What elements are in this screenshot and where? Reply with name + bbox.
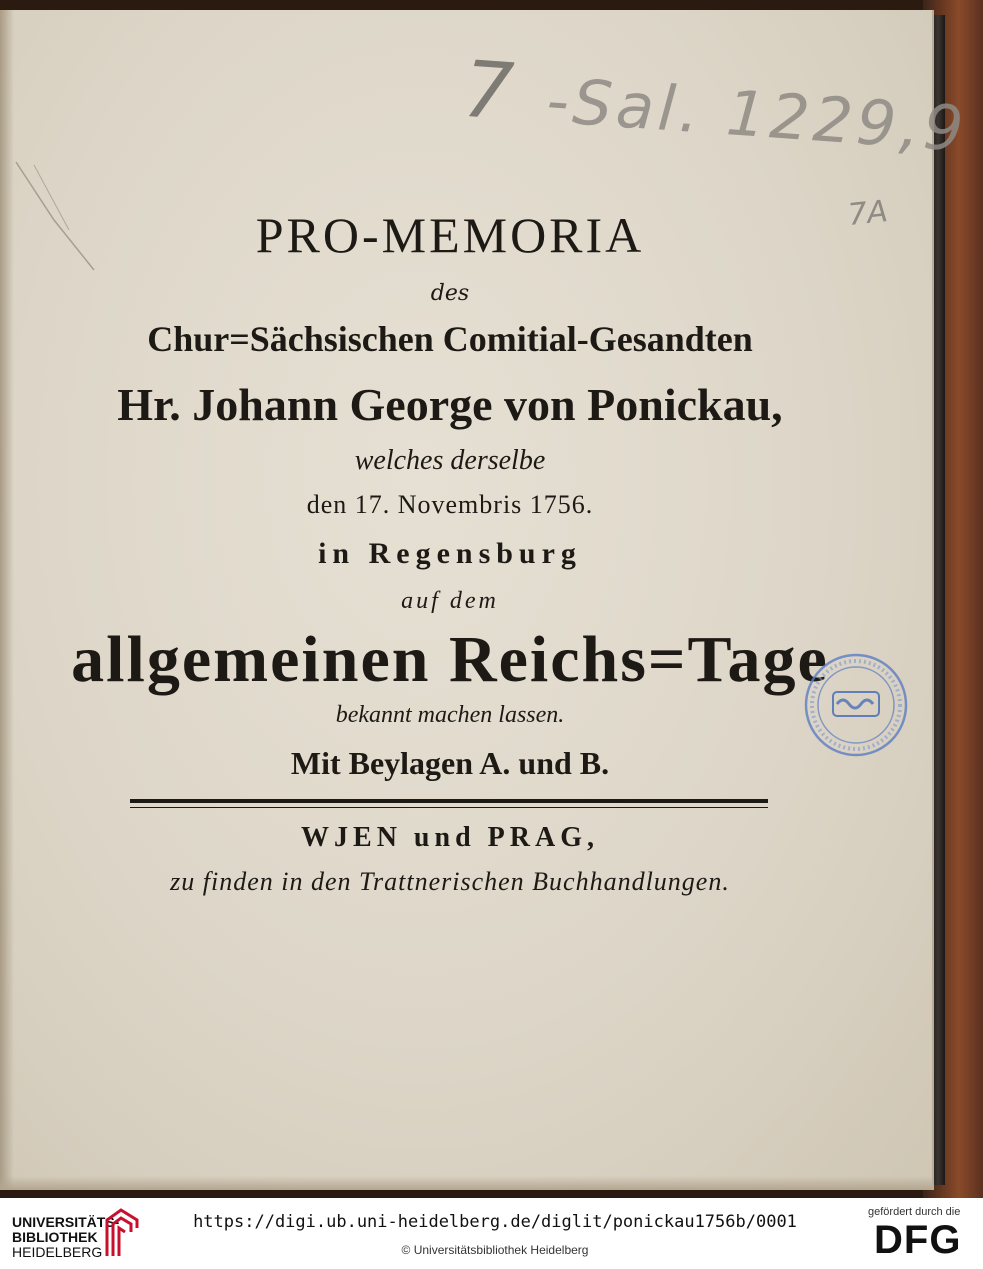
title-line-bekannt: bekannt machen lassen. bbox=[335, 702, 565, 728]
funded-by-label: gefördert durch die bbox=[868, 1206, 961, 1218]
viewer-footer bbox=[0, 1198, 983, 1269]
title-line-date: den 17. Novembris 1756. bbox=[306, 490, 594, 519]
shelf-mark-text: -Sal. 1229,9 bbox=[544, 63, 970, 166]
pencil-shelf-mark bbox=[458, 44, 970, 195]
library-name-line3: HEIDELBERG bbox=[12, 1244, 103, 1260]
permalink-url[interactable]: https://digi.ub.uni-heidelberg.de/diglit/ponickau1756b/0001 bbox=[193, 1212, 797, 1232]
title-line-beylagen: Mit Beylagen A. und B. bbox=[290, 745, 610, 781]
imprint-rule-thin bbox=[130, 807, 768, 808]
library-logo-icon[interactable] bbox=[103, 1206, 141, 1262]
copyright-notice: © Universitätsbibliothek Heidelberg bbox=[401, 1243, 589, 1257]
title-line-place: in Regensburg bbox=[318, 537, 582, 570]
title-line-welches: welches derselbe bbox=[354, 445, 546, 476]
page-title: PRO-MEMORIA bbox=[255, 207, 645, 263]
library-name-line2: BIBLIOTHEK bbox=[12, 1229, 98, 1245]
imprint-rule-thick bbox=[130, 799, 768, 803]
title-page bbox=[0, 10, 970, 1190]
pencil-corner-note: 7A bbox=[846, 194, 890, 233]
library-name-line1: UNIVERSITÄTS- bbox=[12, 1214, 120, 1230]
title-line-author: Hr. Johann George von Ponickau, bbox=[117, 379, 783, 430]
imprint-place: WJEN und PRAG, bbox=[301, 822, 599, 853]
page-shadow bbox=[0, 1176, 932, 1190]
title-line-auf: auf dem bbox=[401, 588, 499, 614]
dfg-logo[interactable]: DFG bbox=[874, 1218, 962, 1262]
title-line-chur: Chur=Sächsischen Comitial-Gesandten bbox=[147, 319, 753, 359]
title-line-des: des bbox=[430, 281, 470, 306]
imprint-publisher: zu finden in den Trattnerischen Buchhandlungen. bbox=[170, 867, 730, 896]
title-line-reichstag: allgemeinen Reichs=Tage bbox=[71, 623, 829, 696]
library-stamp bbox=[803, 652, 909, 758]
shelf-mark-number: 7 bbox=[460, 44, 521, 139]
